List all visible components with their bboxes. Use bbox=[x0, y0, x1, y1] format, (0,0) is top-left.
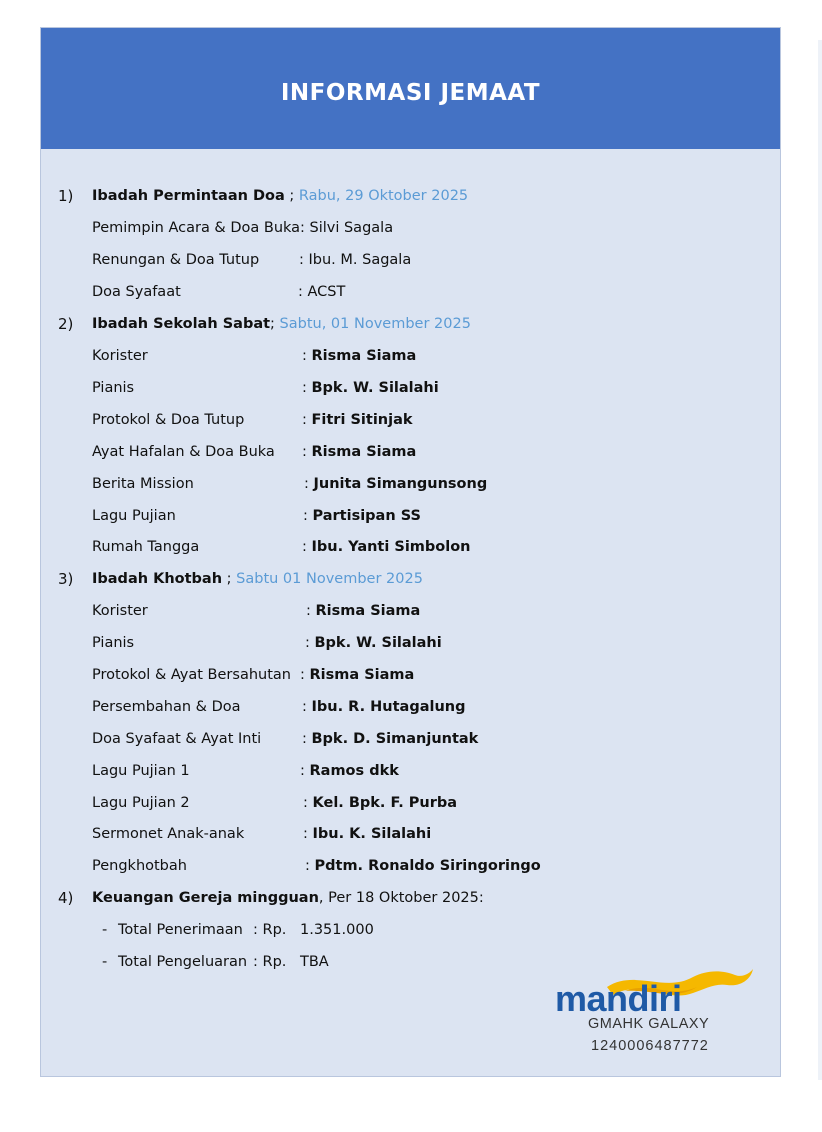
role-label: Lagu Pujian 1 bbox=[92, 763, 190, 779]
section-heading bbox=[92, 889, 484, 907]
page-edge bbox=[818, 40, 822, 1080]
bank-logo-text: mandiri bbox=[555, 978, 682, 1019]
section-sep: ; bbox=[284, 188, 299, 204]
role-label: Berita Mission bbox=[92, 476, 194, 492]
account-number: 1240006487772 bbox=[591, 1038, 709, 1054]
role-value: : Bpk. D. Simanjuntak bbox=[302, 731, 479, 747]
finance-value: 1.351.000 bbox=[300, 922, 374, 938]
role-label: Lagu Pujian bbox=[92, 508, 176, 524]
section-title: Ibadah Permintaan Doa bbox=[92, 188, 285, 204]
account-name: GMAHK GALAXY bbox=[588, 1016, 710, 1032]
role-label: Pemimpin Acara & Doa Buka bbox=[92, 220, 301, 236]
section-heading bbox=[92, 570, 423, 588]
role-value: : Risma Siama bbox=[306, 603, 421, 619]
role-label: Pianis bbox=[92, 635, 135, 651]
finance-bullet: - bbox=[102, 922, 108, 938]
section-date: Sabtu, 01 November 2025 bbox=[279, 316, 471, 332]
role-value: : Kel. Bpk. F. Purba bbox=[303, 795, 458, 811]
role-value: : Fitri Sitinjak bbox=[302, 412, 413, 428]
role-value: : Partisipan SS bbox=[303, 508, 421, 524]
role-label: Lagu Pujian 2 bbox=[92, 795, 190, 811]
section-title: Ibadah Khotbah bbox=[92, 571, 223, 587]
section-title: Ibadah Sekolah Sabat bbox=[92, 316, 271, 332]
role-label: Korister bbox=[92, 603, 148, 619]
role-value: : Risma Siama bbox=[300, 667, 415, 683]
role-label: Sermonet Anak-anak bbox=[92, 826, 245, 842]
role-label: Pianis bbox=[92, 380, 135, 396]
section-heading bbox=[92, 315, 471, 333]
section-number: 3) bbox=[58, 570, 74, 588]
role-value: : Ibu. Yanti Simbolon bbox=[302, 539, 471, 555]
finance-label: Total Pengeluaran bbox=[118, 954, 248, 970]
role-label: Persembahan & Doa bbox=[92, 699, 241, 715]
section-date: Rabu, 29 Oktober 2025 bbox=[298, 188, 469, 204]
role-value: : ACST bbox=[298, 284, 346, 300]
role-value: : Bpk. W. Silalahi bbox=[305, 635, 442, 651]
section-date: Sabtu 01 November 2025 bbox=[236, 571, 423, 587]
role-label: Doa Syafaat bbox=[92, 284, 181, 300]
finance-label: Total Penerimaan bbox=[118, 922, 243, 938]
role-value: : Ibu. K. Silalahi bbox=[303, 826, 432, 842]
role-value: : Junita Simangunsong bbox=[304, 476, 488, 492]
section-sep: ; bbox=[270, 316, 280, 332]
role-label: Renungan & Doa Tutup bbox=[92, 252, 260, 268]
finance-sep: : Rp. bbox=[253, 922, 287, 938]
finance-value: TBA bbox=[300, 954, 329, 970]
page-title: INFORMASI JEMAAT bbox=[280, 80, 541, 106]
role-value: : Pdtm. Ronaldo Siringoringo bbox=[305, 858, 541, 874]
role-value: : Risma Siama bbox=[302, 444, 417, 460]
role-label: Protokol & Ayat Bersahutan bbox=[92, 667, 291, 683]
role-label: Doa Syafaat & Ayat Inti bbox=[92, 731, 262, 747]
section-heading bbox=[92, 187, 468, 205]
role-value: : Silvi Sagala bbox=[300, 220, 394, 236]
role-value: : Bpk. W. Silalahi bbox=[302, 380, 439, 396]
finance-sep: : Rp. bbox=[253, 954, 287, 970]
role-label: Pengkhotbah bbox=[92, 858, 187, 874]
section-sep: ; bbox=[222, 571, 237, 587]
role-value: : Ramos dkk bbox=[300, 763, 399, 779]
section-rest: , Per 18 Oktober 2025: bbox=[318, 890, 484, 906]
role-label: Ayat Hafalan & Doa Buka bbox=[92, 444, 275, 460]
role-label: Korister bbox=[92, 348, 148, 364]
section-number: 2) bbox=[58, 315, 74, 333]
role-label: Rumah Tangga bbox=[92, 539, 200, 555]
role-value: : Ibu. R. Hutagalung bbox=[302, 699, 466, 715]
header-banner bbox=[41, 28, 780, 149]
section-number: 1) bbox=[58, 187, 74, 205]
role-label: Protokol & Doa Tutup bbox=[92, 412, 245, 428]
finance-bullet: - bbox=[102, 954, 108, 970]
role-value: : Ibu. M. Sagala bbox=[299, 252, 412, 268]
section-number: 4) bbox=[58, 889, 74, 907]
role-value: : Risma Siama bbox=[302, 348, 417, 364]
section-title: Keuangan Gereja mingguan bbox=[92, 890, 319, 906]
